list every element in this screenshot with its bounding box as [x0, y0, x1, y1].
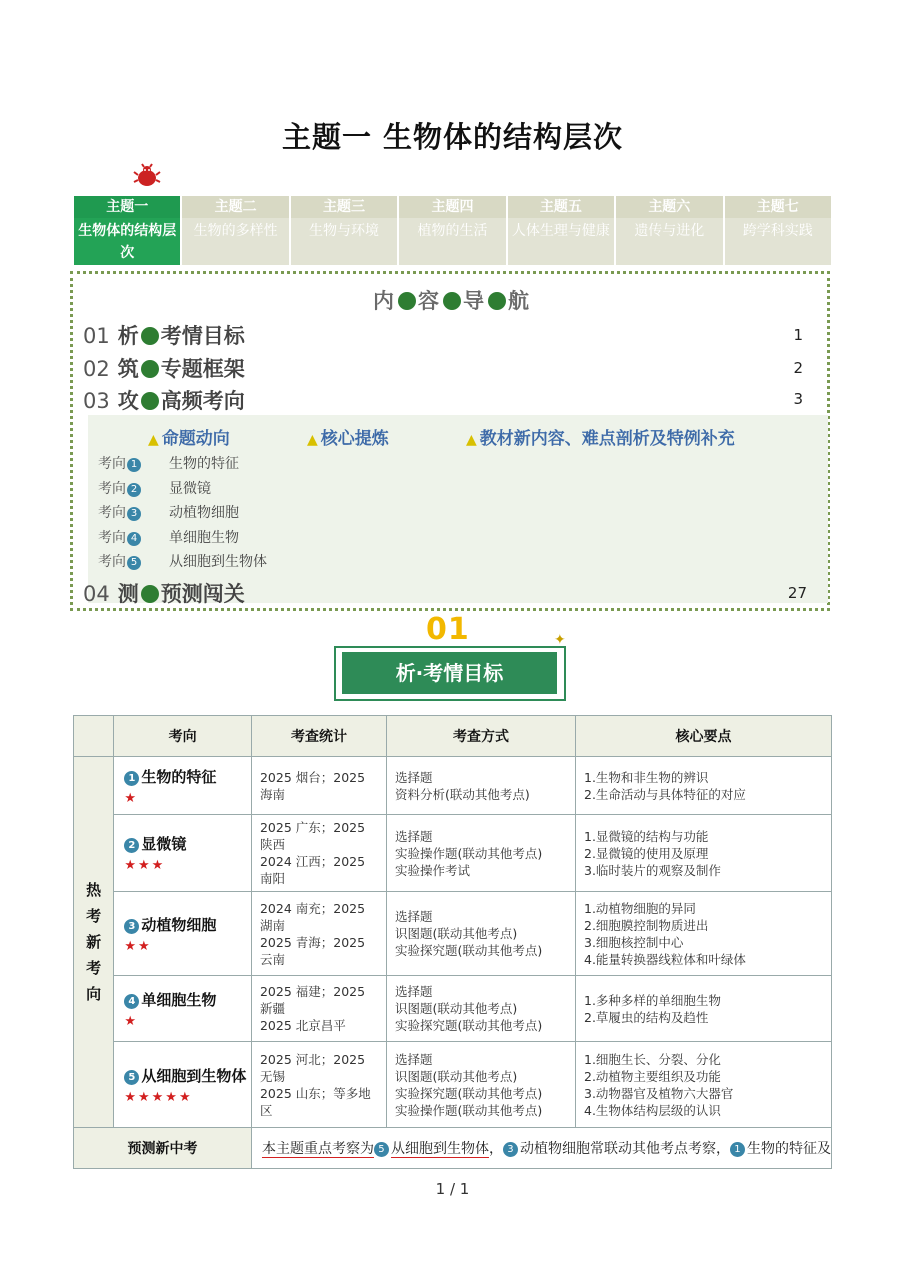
tab-number: 主题三: [291, 196, 397, 218]
tab-number: 主题四: [399, 196, 505, 218]
nav-item-01[interactable]: 01 析 考情目标: [83, 324, 245, 348]
kaoxiang-label: 考向 4: [98, 527, 141, 547]
tab-number: 主题六: [616, 196, 722, 218]
kaoxiang-label: 考向 1: [98, 453, 141, 473]
method-cell: 选择题 识图题(联动其他考点) 实验探究题(联动其他考点): [386, 892, 575, 976]
stats-cell: 2024 南充；2025 湖南 2025 青海；2025 云南: [251, 892, 386, 976]
table-row: [74, 815, 832, 892]
topic-cell: 5 从细胞到生物体 ★★★★★: [114, 1042, 252, 1128]
header-topic: 考向: [114, 716, 252, 757]
number-badge: 5: [374, 1142, 389, 1157]
tab-label: 生物体的结构层次: [78, 223, 177, 261]
corner-cell: [74, 716, 114, 757]
number-badge: 3: [127, 507, 141, 521]
number-badge: 4: [124, 994, 139, 1009]
points-cell: 1.动植物细胞的异同 2.细胞膜控制物质进出 3.细胞核控制中心 4.能量转换器线粒体和叶绿体: [576, 892, 832, 976]
kaoxiang-label: 考向 3: [98, 502, 141, 522]
number-badge: 4: [127, 532, 141, 546]
tab-label: 跨学科实践: [742, 223, 813, 239]
method-cell: 选择题 资料分析(联动其他考点): [386, 757, 575, 815]
tab-number: 主题七: [725, 196, 831, 218]
method-cell: 选择题 识图题(联动其他考点) 实验探究题(联动其他考点) 实验操作题(联动其他考点): [386, 1042, 575, 1128]
tab-label: 遗传与进化: [634, 223, 705, 239]
kaoxiang-item[interactable]: 动植物细胞: [169, 505, 239, 521]
tab-topic-7[interactable]: [725, 196, 831, 265]
number-badge: 5: [127, 556, 141, 570]
exam-table: [73, 715, 832, 1169]
topic-cell: 4 单细胞生物 ★: [114, 976, 252, 1042]
tab-topic-6[interactable]: [616, 196, 724, 265]
star-rating: ★★★★★: [124, 1089, 193, 1105]
tab-topic-4[interactable]: [399, 196, 507, 265]
prediction-text: 本主题重点考察为 5 从细胞到生物体， 3 动植物细胞常联动其他考点考察， 1 生物的特征及: [251, 1128, 831, 1169]
kaoxiang-label: 考向 2: [98, 478, 141, 498]
tab-topic-3[interactable]: [291, 196, 399, 265]
method-cell: 选择题 识图题(联动其他考点) 实验探究题(联动其他考点): [386, 976, 575, 1042]
nav-item-04[interactable]: 04 测 预测闯关: [83, 582, 245, 606]
stats-cell: 2025 福建；2025 新疆 2025 北京昌平: [251, 976, 386, 1042]
section-number: 01: [426, 612, 470, 647]
topic-cell: 2 显微镜 ★★★: [114, 815, 252, 892]
number-badge: 3: [503, 1142, 518, 1157]
kaoxiang-item[interactable]: 单细胞生物: [169, 529, 239, 546]
number-badge: 1: [124, 771, 139, 786]
sub-label-trend[interactable]: ▲ 命题动向: [148, 429, 230, 449]
method-cell: 选择题 实验操作题(联动其他考点) 实验操作考试: [386, 815, 575, 892]
nav-item-03[interactable]: 03 攻 高频考向: [83, 389, 245, 413]
tab-topic-5[interactable]: [508, 196, 616, 265]
tab-topic-1[interactable]: [74, 196, 182, 265]
kaoxiang-item[interactable]: 显微镜: [169, 480, 211, 497]
stats-cell: 2025 广东；2025 陕西 2024 江西；2025 南阳: [251, 815, 386, 892]
nav-item-02[interactable]: 02 筑 专题框架: [83, 357, 245, 381]
page-indicator: 1 / 1: [435, 1180, 470, 1198]
prediction-row: [74, 1128, 832, 1169]
topic-cell: 3 动植物细胞 ★★: [114, 892, 252, 976]
contents-title: 内 容 导 航: [373, 289, 531, 313]
star-rating: ★: [124, 790, 138, 806]
table-row: [74, 976, 832, 1042]
kaoxiang-label: 考向 5: [98, 551, 141, 571]
table-row: [74, 892, 832, 976]
sub-label-new[interactable]: ▲ 教材新内容、难点剖析及特例补充: [466, 429, 735, 449]
sparkle-icon: ✦: [554, 632, 566, 648]
topic-tabs: [74, 196, 831, 265]
table-row: [74, 757, 832, 815]
star-rating: ★: [124, 1013, 138, 1029]
nav-page-01: 1: [793, 326, 803, 344]
tab-number: 主题二: [182, 196, 288, 218]
stats-cell: 2025 河北；2025 无锡 2025 山东；等多地区: [251, 1042, 386, 1128]
number-badge: 2: [127, 483, 141, 497]
star-rating: ★★: [124, 938, 152, 954]
nav-page-04: 27: [787, 584, 807, 602]
points-cell: 1.生物和非生物的辨识 2.生命活动与具体特征的对应: [576, 757, 832, 815]
tab-number: 主题五: [508, 196, 614, 218]
points-cell: 1.多种多样的单细胞生物 2.草履虫的结构及趋性: [576, 976, 832, 1042]
star-rating: ★★★: [124, 858, 166, 873]
kaoxiang-item[interactable]: 生物的特征: [169, 456, 239, 472]
sub-label-core[interactable]: ▲ 核心提炼: [307, 429, 389, 449]
number-badge: 3: [124, 919, 139, 934]
mascot-icon: [133, 163, 161, 189]
header-points: 核心要点: [576, 716, 832, 757]
number-badge: 1: [127, 458, 141, 472]
kaoxiang-item[interactable]: 从细胞到生物体: [169, 554, 267, 570]
section-label: 析·考情目标: [342, 652, 557, 694]
tab-label: 生物的多样性: [193, 223, 278, 239]
tab-label: 人体生理与健康: [511, 223, 610, 239]
table-row: [74, 1042, 832, 1128]
number-badge: 2: [124, 838, 139, 853]
nav-page-02: 2: [793, 359, 803, 377]
stats-cell: 2025 烟台；2025 海南: [251, 757, 386, 815]
side-label: 热 考 新 考 向: [74, 757, 114, 1128]
tab-label: 生物与环境: [309, 223, 380, 239]
tab-label: 植物的生活: [417, 223, 488, 239]
points-cell: 1.显微镜的结构与功能 2.显微镜的使用及原理 3.临时装片的观察及制作: [576, 815, 832, 892]
tab-number: 主题一: [74, 196, 180, 218]
prediction-label: 预测新中考: [74, 1128, 252, 1169]
header-method: 考查方式: [386, 716, 575, 757]
header-stats: 考查统计: [251, 716, 386, 757]
page-title: 主题一 生物体的结构层次: [281, 120, 624, 154]
tab-topic-2[interactable]: [182, 196, 290, 265]
topic-cell: 1 生物的特征 ★: [114, 757, 252, 815]
points-cell: 1.细胞生长、分裂、分化 2.动植物主要组织及功能 3.动物器官及植物六大器官 4.生物体结构层级的认识: [576, 1042, 832, 1128]
number-badge: 1: [730, 1142, 745, 1157]
nav-page-03: 3: [793, 390, 803, 408]
number-badge: 5: [124, 1070, 139, 1085]
